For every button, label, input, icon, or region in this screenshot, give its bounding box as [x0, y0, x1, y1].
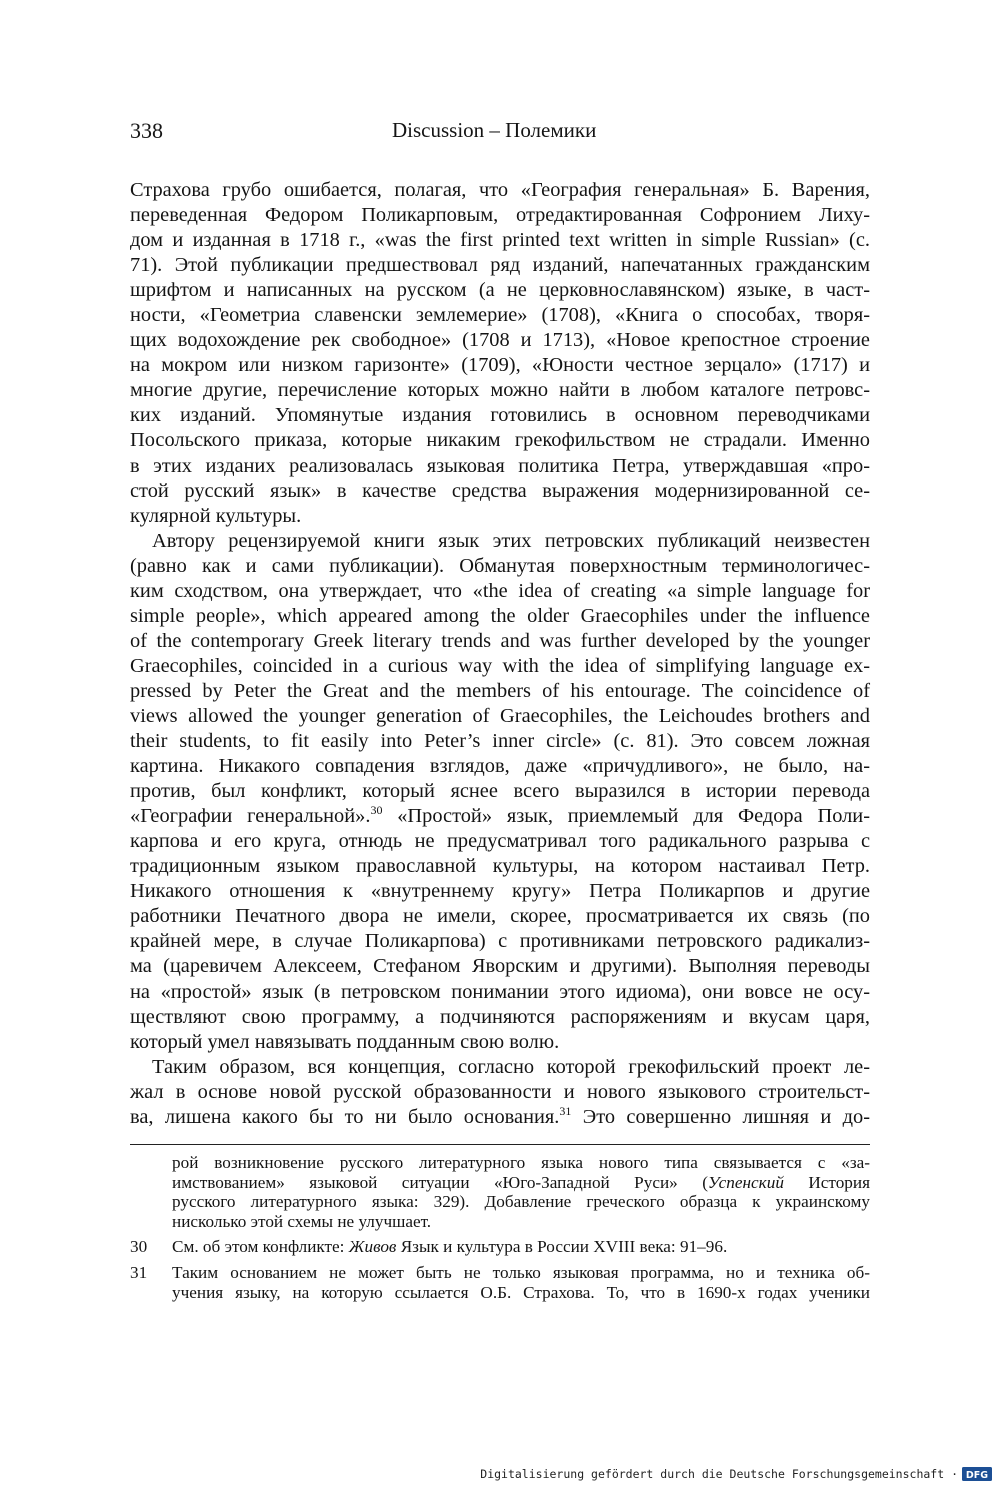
text-line: simple people», which appeared among the older Graecophiles under the influence [130, 604, 870, 627]
text-line: ности, «Геометриа славенски землемерие» (1708), «Книга о способах, творя- [130, 304, 870, 327]
text-line: щих водохождение рек свободное» (1708 и 1713), «Новое крепостное строение [130, 329, 870, 352]
text-line: Никакого отношения к «внутреннему кругу» Петра Поликарпов и другие [130, 880, 870, 903]
text-line: ким сходством, она утверждает, что «the idea of creating «a simple language for [130, 579, 870, 602]
footnote-line: русского литературного языка: 329). Добавление греческого образца к украинскому [172, 1192, 870, 1212]
text-line: жал в основе новой русской образованности и нового языкового строительст- [130, 1080, 870, 1103]
text-line: дом и изданная в 1718 г., «was the first printed text written in simple Russian» (с. [130, 229, 870, 252]
footnote-continuation [130, 1153, 870, 1231]
text-line: кулярной культуры. [130, 504, 302, 527]
footnote-30 [130, 1237, 870, 1257]
text-line: (равно как и сами публикации). Обманутая поверхностным терминологичес- [130, 554, 870, 577]
text-line: на «простой» язык (в петровском понимании этого идиома), они вовсе не осу- [130, 980, 870, 1003]
footnote-ref-31: 31 [559, 1103, 572, 1118]
text-line: Graecophiles, coincided in a curious way with the idea of simplifying language ex- [130, 654, 870, 677]
text-line: переведенная Федором Поликарповым, отредактированная Софронием Лиху- [130, 204, 870, 227]
footnote-line [130, 1237, 870, 1257]
paragraph-1 [130, 178, 870, 529]
digitization-credit [480, 1465, 992, 1483]
text-line: Посольского приказа, которые никаким грекофильством не страдали. Именно [130, 429, 870, 452]
text-line: Страхова грубо ошибается, полагая, что «География генеральная» Б. Варения, [130, 179, 870, 201]
text-segment: Таким основанием не может быть не только языковая программа, но и техника об- [172, 1262, 870, 1282]
text-segment: История [783, 1172, 870, 1192]
text-line: работники Печатного двора не имели, скорее, просматривается их связь (по [130, 905, 870, 928]
text-line: of the contemporary Greek literary trends and was further developed by the younger [130, 629, 870, 652]
running-head: Discussion – Полемики [392, 118, 597, 142]
footnote-31 [130, 1263, 870, 1302]
text-line: Таким образом, вся концепция, согласно которой грекофильский проект ле- [152, 1055, 870, 1078]
text-line: который умел навязывать подданным свою волю. [130, 1030, 560, 1053]
text-line: pressed by Peter the Great and the members of his entourage. The coincidence of [130, 679, 870, 702]
text-line [130, 1105, 870, 1130]
text-line: ких изданий. Упомянутые издания готовились в основном переводчиками [130, 404, 870, 427]
text-segment: Это совершенно лишняя и до- [571, 1105, 870, 1128]
paragraph-2 [130, 529, 870, 1055]
dfg-logo-text: DFG [965, 1469, 989, 1481]
text-line: традиционным языком православной культуры, на котором настаивал Петр. [130, 855, 870, 878]
text-line: в этих изданих реализовалась языковая политика Петра, утверждавшая «про- [130, 454, 870, 477]
page-number: 338 [130, 118, 163, 143]
text-line: многие другие, перечисление которых можно найти в любом каталоге петровс- [130, 379, 870, 402]
text-line: шрифтом и написанных на русском (а не церковнославянском) языке, в част- [130, 279, 870, 302]
footnotes [130, 1153, 870, 1302]
body-text [130, 178, 870, 1130]
credit-text: Digitalisierung gefördert durch die Deutsche Forschungsgemeinschaft · [480, 1467, 958, 1481]
text-segment: имствованием» языковой ситуации «Юго-Западной Руси» ( [172, 1172, 708, 1192]
text-segment: «Географии генеральной». [130, 805, 371, 828]
text-line: крайней мере, в случае Поликарпова) с противниками петровского радикализ- [130, 930, 870, 953]
text-line: their students, to fit easily into Peter’s inner circle» (с. 81). Это совсем ложная [130, 730, 870, 753]
text-line: ма (царевичем Алексеем, Стефаном Яворским и другими). Выполняя переводы [130, 955, 870, 978]
text-line: стой русский язык» в качестве средства выражения модернизированной се- [130, 479, 870, 502]
footnote-line: нисколько этой схемы не улучшает. [172, 1211, 432, 1231]
footnote-number: 30 [130, 1237, 148, 1257]
text-line: views allowed the younger generation of Graecophiles, the Leichoudes brothers and [130, 704, 870, 727]
footnote-line: учения языку, на которую ссылается О.Б. Страхова. То, что в 1690-х годах ученики [172, 1282, 870, 1302]
footnote-number: 31 [130, 1262, 148, 1282]
text-line: против, был конфликт, который яснее всего выразился в истории перевода [130, 780, 870, 803]
text-line: Автору рецензируемой книги язык этих петровских публикаций неизвестен [152, 529, 870, 552]
footnote-line [130, 1262, 870, 1283]
footnote-line [172, 1173, 870, 1193]
text-line: на мокром или низком гаризонте» (1709), «Юности честное зерцало» (1717) и [130, 354, 870, 377]
text-segment: «Простой» язык, приемлемый для Федора Поли- [382, 805, 870, 828]
footnote-divider [130, 1144, 870, 1145]
footnote-ref-30: 30 [370, 803, 383, 818]
paragraph-3 [130, 1055, 870, 1130]
text-line: карпова и его круга, отнюдь не предусматривал того радикального разрыва с [130, 830, 870, 853]
text-segment: ва, лишена какого бы то ни было основания. [130, 1105, 560, 1128]
author-name: Живов [348, 1237, 397, 1257]
text-line: ществляют свою программу, а подчиняются распоряжениям и вкусам царя, [130, 1005, 870, 1028]
page-header [130, 118, 870, 158]
author-name: Успенский [707, 1172, 784, 1192]
footnote-line: рой возникновение русского литературного языка нового типа связывается с «за- [172, 1153, 870, 1172]
text-line: картина. Никакого совпадения взглядов, даже «причудливого», не было, на- [130, 755, 870, 778]
text-line [130, 804, 870, 829]
text-segment: См. об этом конфликте: [172, 1237, 349, 1257]
text-segment: Язык и культура в России XVIII века: 91–96. [396, 1237, 728, 1257]
text-line: 71). Этой публикации предшествовал ряд изданий, напечатанных гражданским [130, 254, 870, 277]
dfg-logo-icon [962, 1467, 992, 1481]
